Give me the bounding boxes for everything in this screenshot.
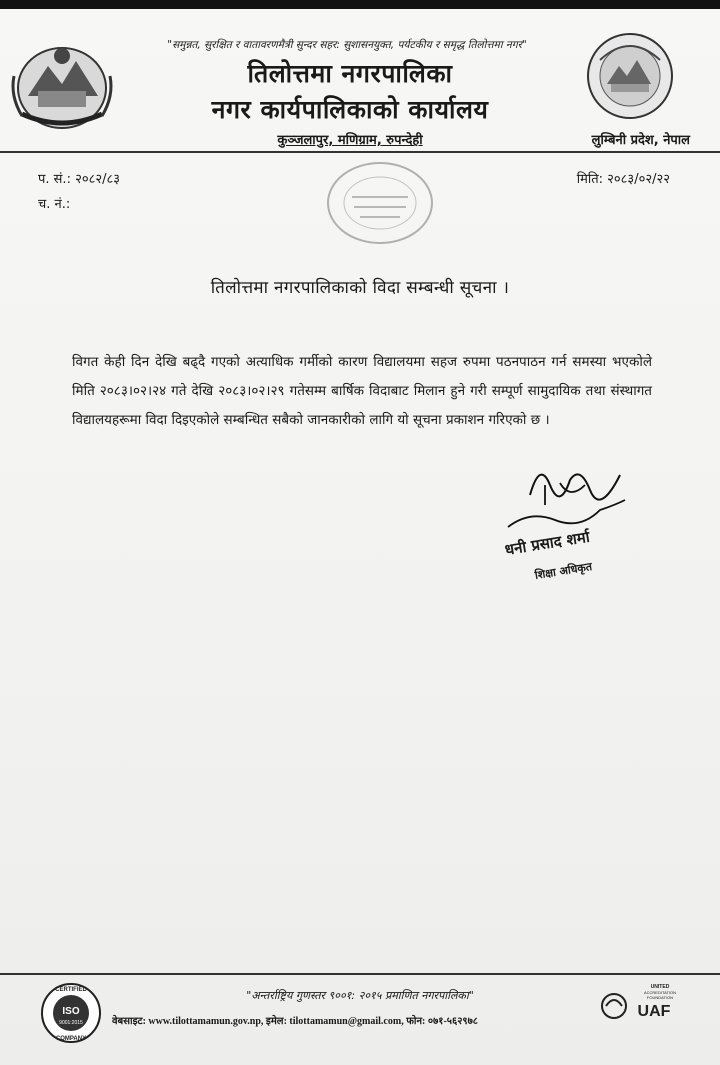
- municipality-name: तिलोत्तमा नगरपालिका: [247, 59, 453, 88]
- signatory-name: धनी प्रसाद शर्मा: [503, 527, 591, 559]
- province-address: लुम्बिनी प्रदेश, नेपाल: [591, 133, 690, 148]
- contact-details: वेबसाइट: www.tilottamamun.gov.np, इमेल: tilottamamun@gmail.com, फोन: ०७१-५६२९७८: [112, 1016, 479, 1027]
- office-address: कुञ्जलापुर, मणिग्राम, रुपन्देही: [277, 133, 423, 148]
- notice-subject: तिलोत्तमा नगरपालिकाको विदा सम्बन्धी सूचना ।: [210, 278, 510, 298]
- header-divider: [0, 151, 720, 153]
- uaf-accreditation-logo: [600, 980, 684, 1022]
- svg-text:9001:2015: 9001:2015: [59, 1020, 83, 1026]
- notice-body: विगत केही दिन देखि बढ्दै गएको अत्याधिक गर्मीको कारण विद्यालयमा सहज रुपमा पठनपाठन गर्न समस्या भएकोले मिति २०८३।०२।२४ गते देखि २०८३।०२।२९ गतेसम्म बार्षिक विदाबाट मिलान हुने गरी सम्पूर्ण सामुदायिक तथा संस्थागत विद्यालयहरूमा विदा दिइएकोले सम्बन्धित सबैको जानकारीको लागि यो सूचना प्रकाशन गरिएको छ ।: [72, 354, 652, 428]
- office-stamp: [318, 157, 443, 249]
- svg-text:COMPANY: COMPANY: [55, 1036, 87, 1042]
- svg-text:UAF: UAF: [637, 1003, 671, 1020]
- iso-certified-badge: [40, 980, 102, 1046]
- svg-text:ISO: ISO: [62, 1006, 80, 1017]
- svg-text:CERTIFIED: CERTIFIED: [55, 987, 87, 993]
- municipality-seal-logo: [585, 30, 675, 122]
- top-edge-bar: [0, 0, 720, 9]
- dispatch-number: च. नं.:: [38, 197, 71, 212]
- nepal-emblem-logo: [8, 36, 116, 136]
- reference-number: प. सं.: २०८२/८३: [38, 172, 121, 187]
- svg-text:UNITED: UNITED: [650, 984, 670, 990]
- footer-divider: [0, 973, 720, 975]
- municipality-tagline: "समुन्नत, सुरक्षित र वातावरणमैत्री सुन्दर सहर: सुशासनयुक्त, पर्यटकीय र समृद्ध तिलोत्तमा नगर": [167, 39, 527, 51]
- signatory-title: शिक्षा अधिकृत: [533, 560, 593, 582]
- svg-text:FOUNDATION: FOUNDATION: [646, 995, 674, 1000]
- svg-text:ACCREDITATION: ACCREDITATION: [643, 990, 677, 995]
- iso-certification-text: "अन्तर्राष्ट्रिय गुणस्तर ९००१: २०१५ प्रमाणित नगरपालिका": [246, 989, 474, 1002]
- letter-date: मिति: २०८३/०२/२२: [576, 172, 670, 187]
- office-name: नगर कार्यपालिकाको कार्यालय: [211, 95, 489, 124]
